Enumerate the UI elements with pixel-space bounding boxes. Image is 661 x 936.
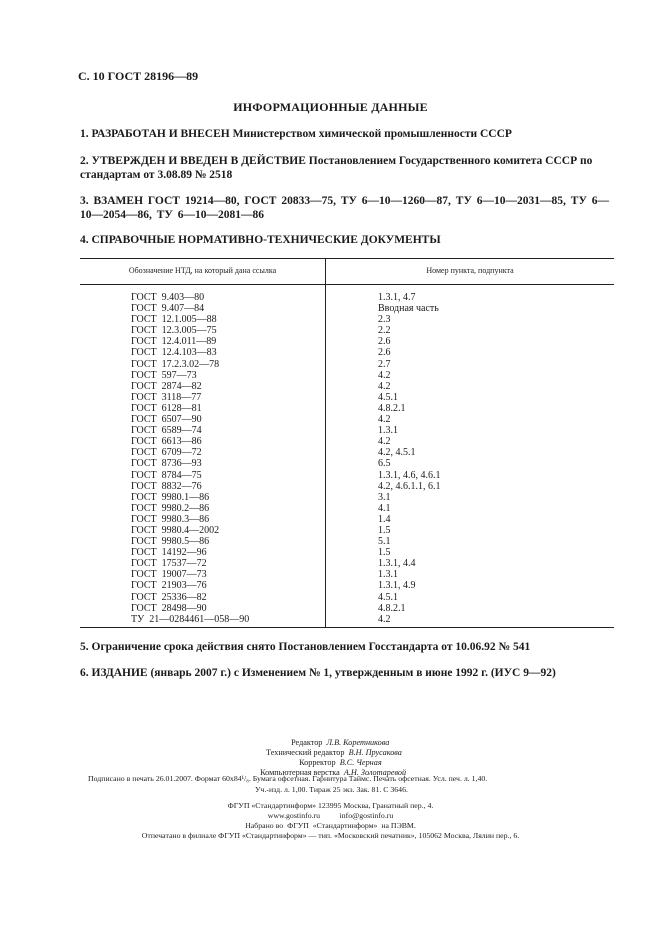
table-cell-designation: ГОСТ 6709—72 — [131, 447, 202, 459]
table-cell-clause: 4.2 — [378, 369, 391, 381]
table-cell-designation: ГОСТ 8784—75 — [131, 469, 202, 481]
table-cell-clause: 4.2, 4.6.1.1, 6.1 — [378, 480, 441, 492]
table-cell-designation: ГОСТ 17537—72 — [131, 558, 207, 570]
section-lead: РАЗРАБОТАН И ВНЕСЕН — [91, 128, 230, 140]
credit-label: Компьютерная верстка — [260, 767, 340, 777]
section-3 — [80, 194, 620, 222]
table-cell-clause: Вводная часть — [378, 303, 439, 315]
table-cell-designation: ГОСТ 9980.4—2002 — [131, 524, 220, 536]
table-cell-clause: 4.5.1 — [378, 591, 398, 603]
table-cell-clause: 4.2 — [378, 414, 391, 426]
table-cell-clause: 1.3.1, 4.4 — [378, 558, 416, 570]
table-cell-clause: 4.8.2.1 — [378, 402, 406, 414]
table-cell-designation: ГОСТ 9980.3—86 — [131, 513, 210, 525]
table-cell-designation: ГОСТ 9980.5—86 — [131, 536, 210, 548]
table-cell-designation: ГОСТ 8832—76 — [131, 480, 202, 492]
publisher-line-1: ФГУП «Стандартинформ» 123995 Москва, Гранатный пер., 4. — [227, 801, 434, 810]
section-lead: ВЗАМЕН ГОСТ 19214—80, ГОСТ 20833—75, ТУ 6—10—1260—87, ТУ 6—10—2031—85, ТУ 6—10—2054—86, ТУ 6—10—2081—86 — [80, 195, 610, 221]
section-5 — [80, 640, 620, 654]
table-cell-clause: 4.2 — [378, 380, 391, 392]
section-number: 1. — [80, 128, 89, 140]
credit-label: Корректор — [299, 757, 336, 767]
table-cell-designation: ГОСТ 19007—73 — [131, 569, 207, 581]
table-cell-designation: ГОСТ 9980.1—86 — [131, 491, 210, 503]
credit-name: В.С. Черная — [339, 757, 382, 767]
publisher-line-2: www.gostinfo.ru info@gostinfo.ru — [267, 811, 394, 820]
table-cell-designation: ГОСТ 2874—82 — [131, 380, 202, 392]
section-text: Ограничение срока действия снято Постановлением Госстандарта от 10.06.92 № 541 — [91, 641, 531, 653]
table-cell-clause: 1.3.1, 4.6, 4.6.1 — [378, 469, 441, 481]
section-4 — [80, 233, 620, 247]
section-number: 5. — [80, 641, 89, 653]
table-cell-designation: ГОСТ 12.1.005—88 — [131, 314, 217, 326]
table-cell-clause: 3.1 — [378, 491, 391, 503]
table-cell-clause: 4.8.2.1 — [378, 602, 406, 614]
table-top-rule — [80, 258, 614, 259]
table-column-designation — [131, 292, 249, 625]
table-cell-designation: ГОСТ 9.403—80 — [131, 292, 205, 303]
table-cell-clause: 4.2 — [378, 436, 391, 448]
table-cell-clause: 1.4 — [378, 513, 391, 525]
publisher-line-3: Набрано во ФГУП «Стандартинформ» на ПЭВМ. — [245, 821, 416, 830]
section-text: Постановлением Государственного комитета СССР по стандартам от 3.08.89 № 2518 — [80, 155, 593, 181]
section-6 — [80, 666, 620, 680]
table-cell-clause: 1.5 — [378, 524, 391, 536]
print-info-line-1: Подписано в печать 26.01.2007. Формат 60x84¹/₈. Бумага офсетная. Гарнитура Таймс. Печать офсетная. Усл. печ. л. 1,40. — [88, 774, 488, 783]
section-lead: УТВЕРЖДЕН И ВВЕДЕН В ДЕЙСТВИЕ — [91, 155, 306, 167]
table-cell-designation: ГОСТ 12.4.103—83 — [131, 347, 217, 359]
table-cell-designation: ГОСТ 6507—90 — [131, 414, 202, 426]
table-bottom-rule — [80, 627, 614, 628]
table-cell-clause: 4.5.1 — [378, 391, 398, 403]
table-cell-designation: ГОСТ 9980.2—86 — [131, 502, 210, 514]
table-cell-clause: 2.2 — [378, 325, 391, 337]
table-header-designation: Обозначение НТД, на который дана ссылка — [128, 266, 277, 275]
table-cell-clause: 2.6 — [378, 336, 391, 348]
credit-name: А.Н. Золотаревой — [343, 767, 407, 777]
table-cell-clause: 6.5 — [378, 458, 391, 470]
table-cell-designation: ГОСТ 3118—77 — [131, 391, 202, 403]
table-cell-clause: 1.5 — [378, 547, 391, 559]
table-cell-clause: 2.7 — [378, 358, 391, 370]
table-cell-clause: 4.1 — [378, 502, 391, 514]
table-cell-designation: ГОСТ 17.2.3.02—78 — [131, 358, 220, 370]
table-cell-clause: 2.6 — [378, 347, 391, 359]
credit-label: Редактор — [291, 737, 323, 747]
table-cell-designation: ГОСТ 8736—93 — [131, 458, 202, 470]
table-cell-clause: 5.1 — [378, 536, 391, 548]
section-text: Министерством химической промышленности СССР — [229, 128, 512, 140]
table-header-clause: Номер пункта, подпункта — [426, 266, 514, 275]
table-cell-designation: ГОСТ 6128—81 — [131, 402, 202, 414]
section-lead: ИЗДАНИЕ — [91, 667, 148, 679]
table-cell-designation: ГОСТ 25336—82 — [131, 591, 207, 603]
table-cell-designation: ГОСТ 12.3.005—75 — [131, 325, 217, 337]
credit-name: В.Н. Прусакова — [348, 747, 402, 757]
table-cell-clause: 4.2 — [378, 613, 391, 625]
table-cell-clause: 1.3.1 — [378, 569, 398, 581]
table-column-clause — [378, 292, 441, 625]
credit-label: Технический редактор — [266, 747, 345, 757]
table-cell-designation: ГОСТ 6589—74 — [131, 425, 202, 437]
section-number: 2. — [80, 155, 89, 167]
section-1 — [80, 127, 620, 141]
credit-name: Л.В. Коретникова — [326, 737, 390, 747]
table-cell-clause: 1.3.1, 4.9 — [378, 580, 416, 592]
section-text: (январь 2007 г.) с Изменением № 1, утвержденным в июне 1992 г. (ИУС 9—92) — [147, 667, 556, 679]
section-number: 3. — [80, 195, 89, 207]
table-cell-clause: 1.3.1 — [378, 425, 398, 437]
table-cell-designation: ТУ 21—0284461—058—90 — [131, 613, 250, 625]
section-lead: СПРАВОЧНЫЕ НОРМАТИВНО-ТЕХНИЧЕСКИЕ ДОКУМЕНТЫ — [91, 234, 441, 246]
table-cell-designation: ГОСТ 21903—76 — [131, 580, 207, 592]
section-number: 4. — [80, 234, 89, 246]
table-cell-clause: 4.2, 4.5.1 — [378, 447, 416, 459]
table-cell-clause: 1.3.1, 4.7 — [378, 292, 416, 303]
table-cell-designation: ГОСТ 28498—90 — [131, 602, 207, 614]
table-cell-designation: ГОСТ 6613—86 — [131, 436, 202, 448]
table-header-rule — [80, 284, 614, 285]
section-2 — [80, 154, 620, 182]
page-header: С. 10 ГОСТ 28196—89 — [78, 69, 199, 83]
table-cell-designation: ГОСТ 597—73 — [131, 369, 197, 381]
table-cell-clause: 2.3 — [378, 314, 391, 326]
table-cell-designation: ГОСТ 12.4.011—89 — [131, 336, 217, 348]
table-cell-designation: ГОСТ 9.407—84 — [131, 303, 205, 315]
document-title: ИНФОРМАЦИОННЫЕ ДАННЫЕ — [233, 100, 428, 114]
print-info-line-2: Уч.-изд. л. 1,00. Тираж 25 экз. Зак. 81. С 3646. — [255, 785, 408, 794]
section-number: 6. — [80, 667, 89, 679]
publisher-line-4: Отпечатано в филиале ФГУП «Стандартинформ» — тип. «Московский печатник», 105062 Москва, Лялин пер., 6. — [141, 831, 520, 840]
table-column-divider — [325, 258, 326, 627]
table-cell-designation: ГОСТ 14192—96 — [131, 547, 207, 559]
